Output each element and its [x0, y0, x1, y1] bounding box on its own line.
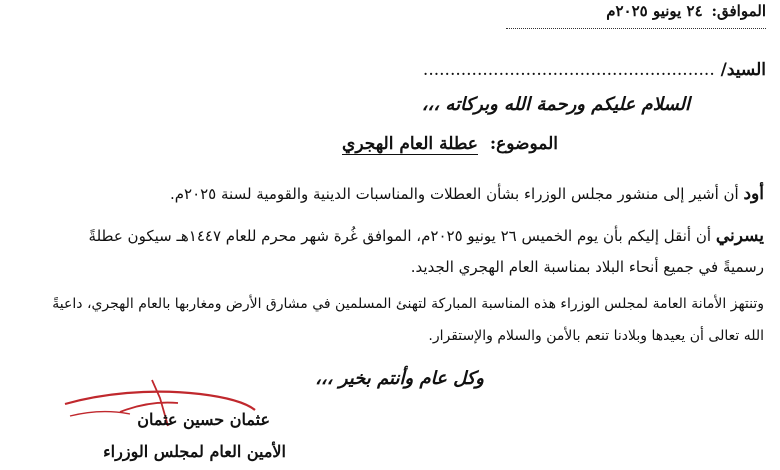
paragraph-1-lead: أود — [743, 184, 764, 204]
paragraph-2-continuation: رسميةً في جميع أنحاء البلاد بمناسبة العام الهجري الجديد. — [410, 258, 764, 276]
date-underline — [506, 28, 766, 29]
signatory-title: الأمين العام لمجلس الوزراء — [103, 442, 286, 461]
date-row — [606, 2, 766, 20]
greeting: السلام عليكم ورحمة الله وبركاته ،،، — [421, 94, 690, 115]
paragraph-3: وتنتهز الأمانة العامة لمجلس الوزراء هذه المناسبة المباركة لتهنئ المسلمين في مشارق الأرض ومغاربها بالعام الهجري، داعيةً — [52, 296, 764, 312]
date-value: ٢٤ يونيو ٢٠٢٥م — [606, 2, 703, 20]
paragraph-1-text: أن أشير إلى منشور مجلس الوزراء بشأن العطلات والمناسبات الدينية والقومية لسنة ٢٠٢٥م. — [169, 185, 744, 203]
date-label: الموافق: — [711, 2, 766, 20]
subject-line — [342, 134, 558, 154]
recipient-line — [423, 60, 766, 80]
paragraph-2-lead: يسرني — [715, 226, 764, 246]
subject-text: عطلة العام الهجري — [342, 134, 478, 154]
paragraph-2 — [89, 226, 764, 246]
signatory-name: عثمان حسين عثمان — [137, 410, 270, 429]
paragraph-2-text: أن أنقل إليكم بأن يوم الخميس ٢٦ يونيو ٢٠٢٥م، الموافق غُرة شهر محرم للعام ١٤٤٧هـ سيكون عطلةً — [88, 227, 716, 245]
recipient-label: السيد/ — [720, 60, 766, 80]
paragraph-1 — [170, 184, 764, 204]
subject-label: الموضوع: — [489, 134, 558, 154]
paragraph-3-continuation: الله تعالى أن يعيدها وبلادنا تنعم بالأمن والسلام والإستقرار. — [428, 328, 764, 344]
recipient-dots: ...................................................... — [422, 60, 715, 80]
closing-line: وكل عام وأنتم بخير ،،، — [315, 368, 484, 389]
